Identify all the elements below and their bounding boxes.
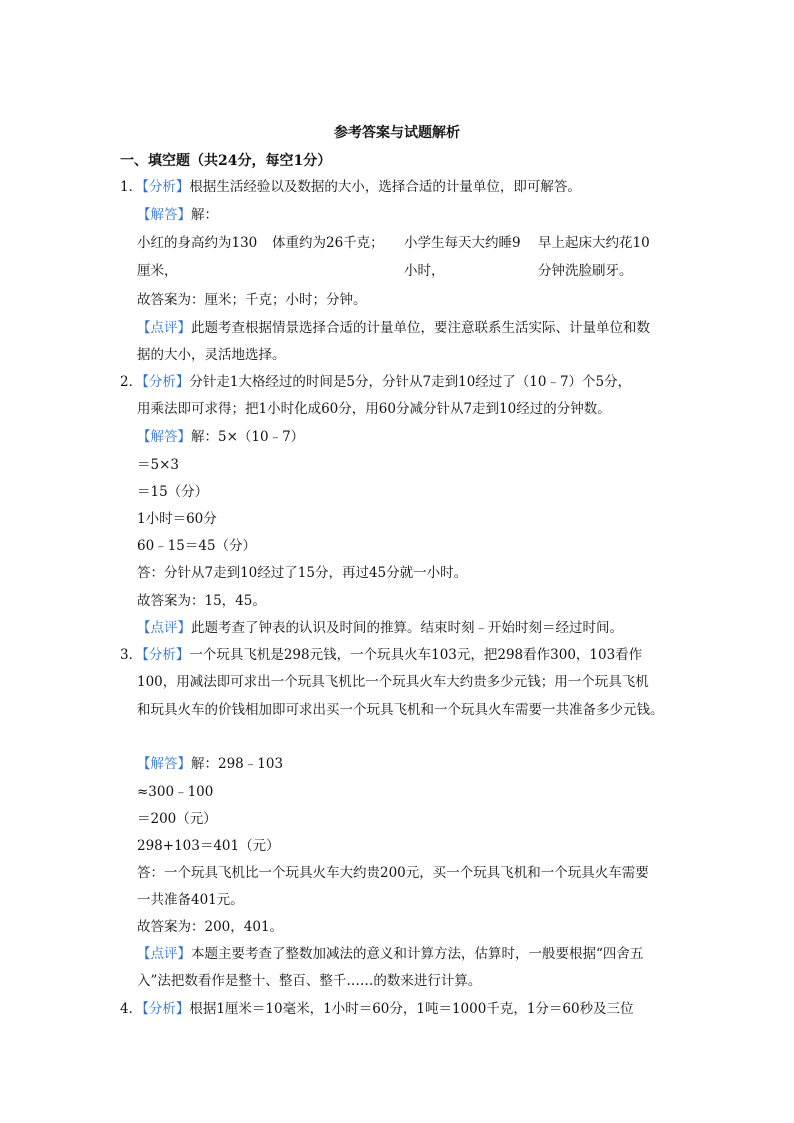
q1-analysis-line bbox=[120, 177, 581, 197]
q2-step-1: ＝5×3 bbox=[137, 457, 179, 473]
q3-analysis-line-2: 100，用减法即可求出一个玩具飞机比一个玩具火车大约贵多少元钱；用一个玩具飞机 bbox=[137, 674, 649, 690]
q1-cell-4-line-2: 分钟洗脸刷牙。 bbox=[538, 263, 633, 279]
q2-analysis-line-2: 用乘法即可求得；把1小时化成60分，用60分减分针从7走到10经过的分钟数。 bbox=[137, 401, 611, 417]
q1-comment-line-2: 据的大小，灵活地选择。 bbox=[137, 347, 286, 363]
analysis-tag: 【分析】 bbox=[142, 179, 190, 195]
q1-number: 1． bbox=[120, 179, 143, 195]
q3-analysis-line-1 bbox=[120, 645, 642, 665]
q1-cell-3-line-1: 小学生每天大约睡9 bbox=[404, 235, 521, 251]
q3-number: 3． bbox=[120, 647, 143, 663]
answer-tag: 【解答】 bbox=[137, 756, 191, 772]
q3-final-answer: 故答案为：200，401。 bbox=[137, 919, 284, 935]
q2-reply: 答：分针从7走到10经过了15分，再过45分就一小时。 bbox=[137, 565, 468, 581]
answer-tag: 【解答】 bbox=[137, 429, 191, 445]
q2-answer-text: 解：5×（10﹣7） bbox=[191, 429, 305, 445]
q2-step-2: ＝15（分） bbox=[137, 484, 209, 500]
q4-analysis-text: 根据1厘米＝10毫米，1小时＝60分，1吨＝1000千克，1分＝60秒及三位 bbox=[189, 1001, 634, 1017]
q2-step-3: 1小时＝60分 bbox=[137, 511, 217, 527]
q1-cell-3-line-2: 小时， bbox=[404, 263, 445, 279]
q1-cell-4-line-1: 早上起床大约花10 bbox=[538, 235, 650, 251]
comment-tag: 【点评】 bbox=[137, 320, 191, 336]
page-title: 参考答案与试题解析 bbox=[334, 125, 460, 141]
q2-comment-line bbox=[137, 618, 623, 638]
q1-cell-1-line-2: 厘米， bbox=[137, 263, 178, 279]
q1-comment-text: 此题考查根据情景选择合适的计量单位，要注意联系生活实际、计量单位和数 bbox=[191, 320, 650, 336]
q1-cell-1-line-1: 小红的身高约为130 bbox=[137, 235, 258, 251]
q2-number: 2． bbox=[120, 374, 143, 390]
q1-answer-head: 解： bbox=[191, 207, 218, 223]
q3-answer-line bbox=[137, 754, 283, 774]
q2-analysis-text: 分针走1大格经过的时间是5分，分针从7走到10经过了（10﹣7）个5分， bbox=[189, 374, 632, 390]
q4-analysis-line-1 bbox=[120, 999, 634, 1019]
q1-final-answer: 故答案为：厘米；千克；小时；分钟。 bbox=[137, 292, 367, 308]
q1-answer-line bbox=[137, 205, 218, 225]
q4-number: 4． bbox=[120, 1001, 143, 1017]
q3-comment-text: 本题主要考查了整数加减法的意义和计算方法，估算时，一般要根据“四舍五 bbox=[191, 946, 644, 962]
answer-tag: 【解答】 bbox=[137, 207, 191, 223]
analysis-tag: 【分析】 bbox=[142, 1001, 190, 1017]
q3-reply-line-2: 一共准备401元。 bbox=[137, 892, 244, 908]
q1-comment-line-1 bbox=[137, 318, 650, 338]
q3-reply-line-1: 答：一个玩具飞机比一个玩具火车大约贵200元，买一个玩具飞机和一个玩具火车需要 bbox=[137, 865, 649, 881]
q3-comment-line-2: 入”法把数看作是整十、整百、整千……的数来进行计算。 bbox=[137, 973, 482, 989]
q3-answer-text: 解：298﹣103 bbox=[191, 756, 284, 772]
q3-analysis-line-3: 和玩具火车的价钱相加即可求出买一个玩具飞机和一个玩具火车需要一共准备多少元钱。 bbox=[137, 702, 664, 718]
q1-cell-2-line-1: 体重约为26千克； bbox=[272, 235, 384, 251]
q3-comment-line-1 bbox=[137, 944, 643, 964]
q2-comment-text: 此题考查了钟表的认识及时间的推算。结束时刻﹣开始时刻＝经过时间。 bbox=[191, 620, 623, 636]
q1-analysis-text: 根据生活经验以及数据的大小，选择合适的计量单位，即可解答。 bbox=[189, 179, 581, 195]
q2-answer-line bbox=[137, 427, 304, 447]
comment-tag: 【点评】 bbox=[137, 946, 191, 962]
analysis-tag: 【分析】 bbox=[142, 374, 190, 390]
q3-step-2: ＝200（元） bbox=[137, 811, 217, 827]
comment-tag: 【点评】 bbox=[137, 620, 191, 636]
analysis-tag: 【分析】 bbox=[142, 647, 190, 663]
q2-analysis-line-1 bbox=[120, 372, 631, 392]
q3-analysis-text: 一个玩具飞机是298元钱，一个玩具火车103元，把298看作300，103看作 bbox=[189, 647, 643, 663]
q2-step-4: 60﹣15＝45（分） bbox=[137, 538, 257, 554]
q2-final-answer: 故答案为：15，45。 bbox=[137, 593, 266, 609]
section-heading: 一、填空题（共24分，每空1分） bbox=[120, 153, 332, 169]
q3-step-3: 298+103＝401（元） bbox=[137, 838, 280, 854]
q3-step-1: ≈300﹣100 bbox=[137, 784, 214, 800]
